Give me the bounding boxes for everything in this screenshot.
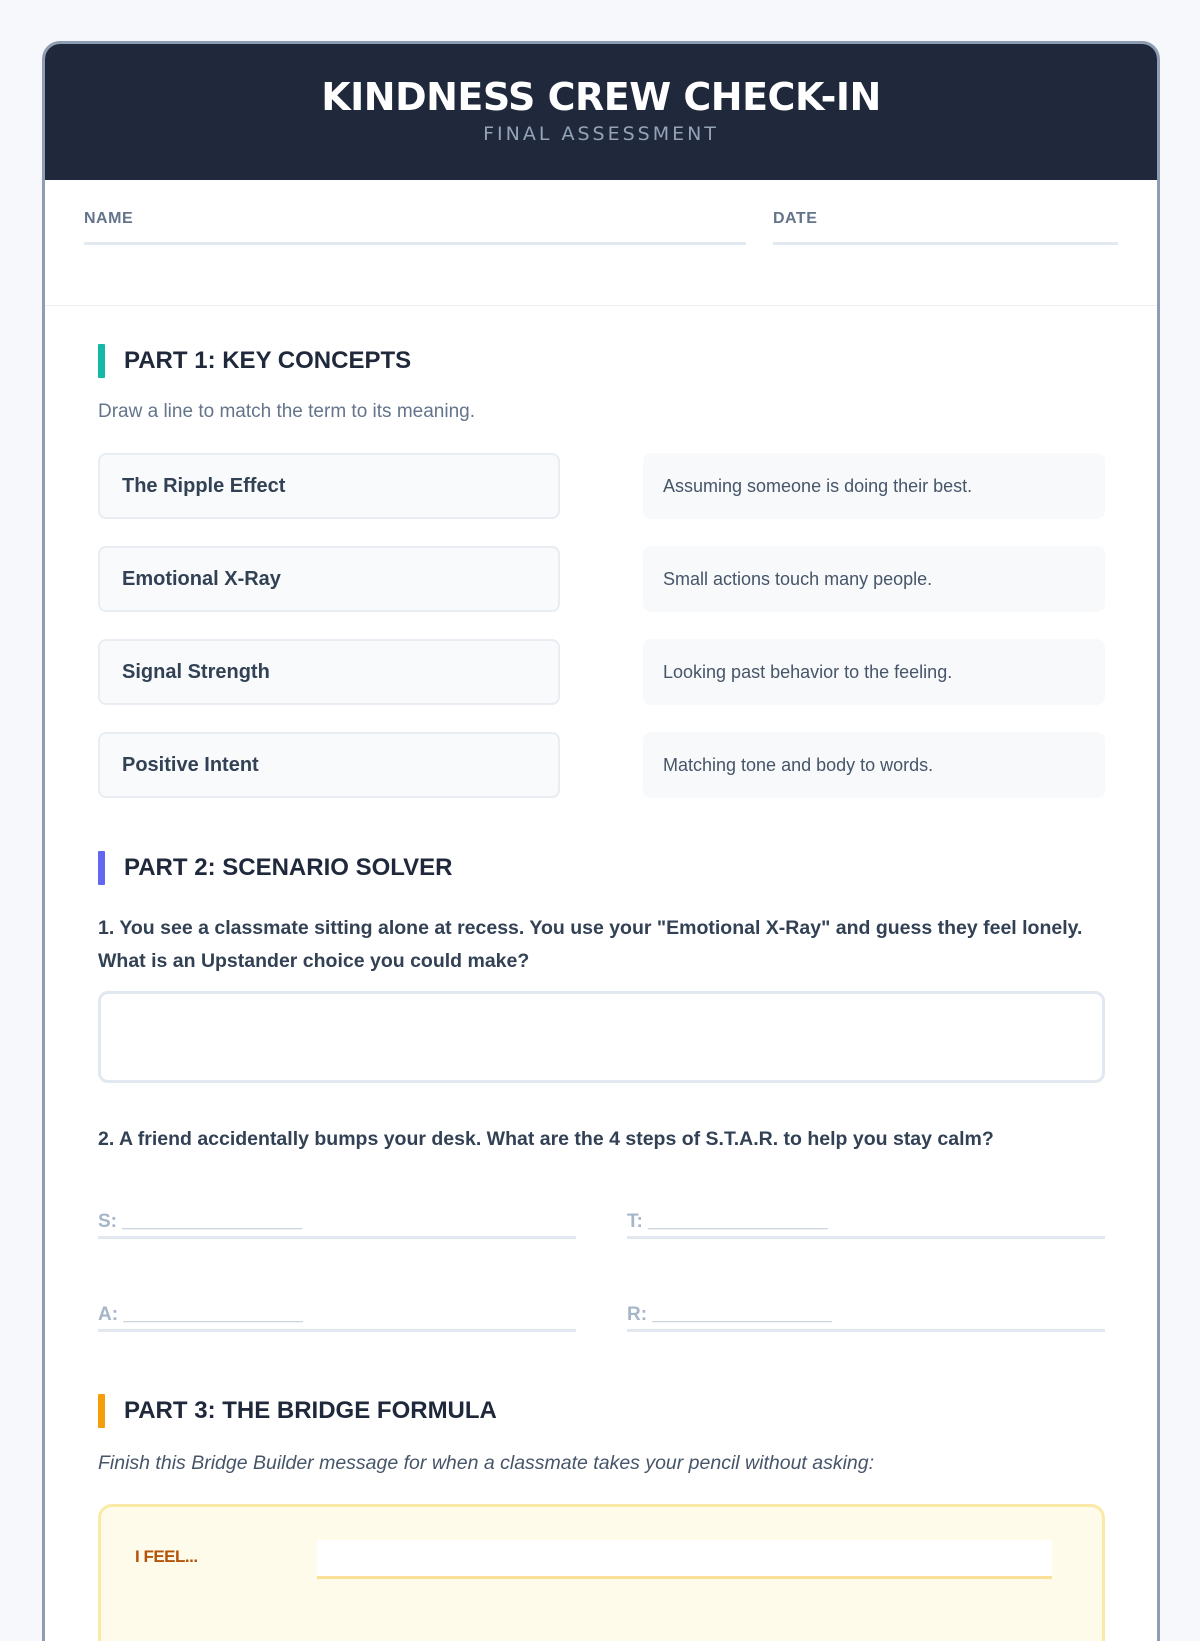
term-card[interactable]: Emotional X-Ray [98,546,560,612]
definition-card[interactable]: Matching tone and body to words. [643,732,1105,798]
term-card[interactable]: Signal Strength [98,639,560,705]
definition-card[interactable]: Small actions touch many people. [643,546,1105,612]
student-info [45,180,1157,306]
name-field [84,210,133,228]
question-2-text-end: to help you stay calm? [778,1128,994,1150]
part3-heading-text: PART 3: THE BRIDGE FORMULA [124,1397,497,1424]
bridge-formula-box [98,1504,1105,1641]
part3-heading [98,1394,497,1428]
page-title: KINDNESS CREW CHECK-IN [321,75,881,119]
question-2-text: 2. A friend accidentally bumps your desk. What are the 4 steps of [98,1128,706,1150]
i-feel-input[interactable] [317,1540,1052,1579]
question-1 [98,912,1108,978]
i-feel-label: I FEEL... [135,1547,198,1566]
header-banner [45,44,1157,180]
question-2 [98,1123,1108,1156]
date-field [773,210,817,228]
name-input-line[interactable] [84,242,746,245]
question-1-text: 1. You see a classmate sitting alone at recess. You use your "Emotional X-Ray" and guess they feel lonely. What is an [98,917,1083,972]
star-step-r[interactable]: R: _________________ [627,1300,1105,1332]
part2-accent-bar [98,851,105,885]
question-2-keyword: S.T.A.R. [705,1128,779,1150]
name-label: NAME [84,210,134,227]
question-1-text-end: choice you could make? [297,950,530,972]
part1-heading-text: PART 1: KEY CONCEPTS [124,347,412,374]
star-step-t[interactable]: T: _________________ [627,1207,1105,1239]
term-card[interactable]: The Ripple Effect [98,453,560,519]
page-subtitle: FINAL ASSESSMENT [483,123,719,145]
part3-instruction: Finish this Bridge Builder message for when a classmate takes your pencil without asking: [98,1452,875,1474]
part1-instruction: Draw a line to match the term to its meaning. [98,401,475,422]
question-1-answer-box[interactable] [98,991,1105,1083]
part2-heading [98,851,452,885]
date-input-line[interactable] [773,242,1118,245]
part1-accent-bar [98,344,105,378]
assessment-sheet [42,41,1160,1641]
date-label: DATE [773,210,818,227]
question-1-keyword: Upstander [200,950,298,972]
part2-heading-text: PART 2: SCENARIO SOLVER [124,854,453,881]
star-step-s[interactable]: S: _________________ [98,1207,576,1239]
star-step-a[interactable]: A: _________________ [98,1300,576,1332]
term-card[interactable]: Positive Intent [98,732,560,798]
part3-accent-bar [98,1394,105,1428]
definition-card[interactable]: Assuming someone is doing their best. [643,453,1105,519]
definition-card[interactable]: Looking past behavior to the feeling. [643,639,1105,705]
part1-heading [98,344,411,378]
